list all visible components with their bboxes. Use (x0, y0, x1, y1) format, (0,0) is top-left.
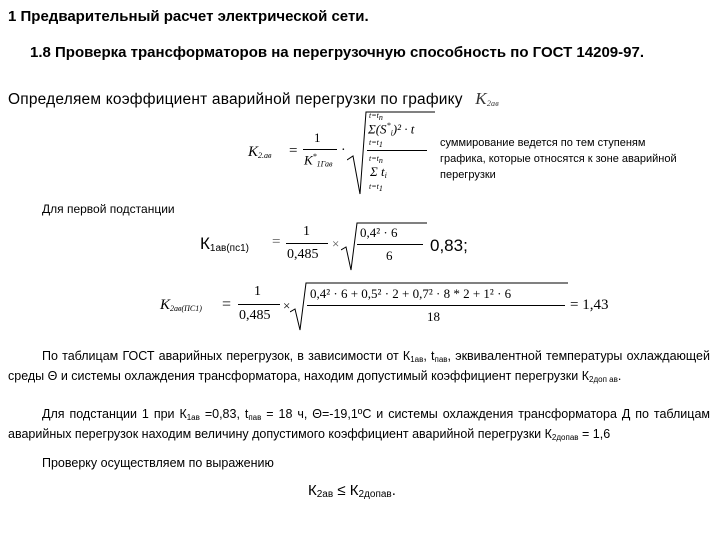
p1-text-3: , эквивалентной температуры охлаждающей среды Θ и системы охлаждения трансформатора, находим допустимый коэффициент перегрузки К (8, 349, 710, 383)
sum-denominator-text: Σ t (370, 164, 385, 179)
sum-numerator-sup: * (386, 121, 391, 130)
formula-k2-lhs (160, 297, 202, 314)
p2-sub-3: 2допав (551, 433, 579, 442)
final-b-sub: 2допав (358, 489, 392, 500)
sum-den-bottom-limit-text: t=t (369, 182, 379, 191)
p2-text-3: = 18 ч, Θ=-19,1ºС и системы охлаждения трансформатора Д по таблицам аварийных перегрузок находим величину допустимого коэффициент аварийной перегрузки К (8, 407, 710, 441)
final-end: . (391, 482, 396, 499)
formula-k1-lhs (200, 234, 249, 254)
sum-bottom-limit-sub: 1 (378, 140, 383, 149)
final-inequality (308, 482, 396, 500)
formula-k2-eq: = (222, 296, 232, 313)
formula-k2 (160, 282, 620, 332)
p2-sub-2: пав (248, 413, 262, 422)
page-title: 1 Предварительный расчет электрической сети. (8, 8, 369, 25)
formula-general-lhs (248, 144, 272, 161)
sum-numerator-tail: )² · t (392, 121, 415, 137)
formula-k2-one: 1 (254, 284, 261, 299)
paragraph-substation-1 (8, 406, 710, 446)
formula-k1-result: 0,83; (430, 236, 468, 255)
p1-text-2: , t (423, 349, 435, 363)
formula-general-one: 1 (314, 130, 321, 145)
check-label: Проверку осуществляем по выражению (42, 456, 274, 470)
p2-text-1: Для подстанции 1 при К (42, 407, 187, 421)
formula-k1-inner-num: 0,4² · 6 (360, 225, 398, 240)
sum-numerator (368, 121, 414, 137)
formula-general-lhs-sub: 2.ав (258, 151, 272, 160)
sum-den-bottom-limit (369, 182, 383, 193)
sum-denominator (370, 164, 387, 180)
formula-general-eq: = (289, 143, 298, 159)
formula-k2-inner-den: 18 (427, 309, 440, 324)
lead-text (8, 89, 499, 109)
sum-den-bottom-limit-sub: 1 (378, 184, 383, 193)
formula-k2-lhs-letter: K (160, 297, 171, 313)
first-substation-label: Для первой подстанции (42, 202, 175, 216)
formula-k2-inner-bar (307, 305, 565, 306)
formula-k1-times: × (332, 236, 340, 251)
formula-k1-lhs-sub: 1ав(пс1) (209, 243, 249, 254)
formula-k1-inner-den: 6 (386, 248, 393, 263)
p1-sub-3: 2доп ав (589, 375, 618, 384)
formula-k1-one: 1 (303, 224, 310, 239)
paragraph-gost-tables (8, 348, 710, 388)
summation-note: суммирование ведется по тем ступеням графика, которые относятся к зоне аварийной перегрузки (440, 137, 677, 181)
formula-k2-times: × (283, 298, 291, 313)
formula-general-times: · (341, 143, 346, 158)
lead-symbol-sub: 2ав (486, 99, 499, 108)
formula-k1-den: 0,485 (287, 247, 319, 262)
formula-k1-inner-bar (357, 244, 423, 245)
formula-general (235, 108, 435, 198)
lead-symbol-letter: K (475, 89, 487, 108)
sum-top-limit-sub: n (378, 113, 383, 122)
lead-symbol (475, 89, 499, 108)
sum-fraction-bar (367, 150, 427, 151)
formula-k1-eq: = (272, 234, 281, 250)
lead-sentence: Определяем коэффициент аварийной перегрузки по графику (8, 91, 463, 108)
final-a: К (308, 482, 317, 499)
formula-general-k-sup: * (312, 152, 317, 161)
formula-k2-result: = 1,43 (570, 297, 609, 313)
final-a-sub: 2ав (316, 489, 334, 500)
sum-top-limit-text: t=t (369, 111, 379, 120)
formula-k2-fraction-bar (238, 304, 280, 305)
formula-k2-den: 0,485 (239, 308, 271, 323)
sum-numerator-sub: i (390, 128, 393, 138)
formula-general-k-letter: K (304, 152, 313, 168)
sum-denominator-sub: i (384, 171, 387, 180)
p1-sub-1: 1ав (410, 355, 424, 364)
sum-den-top-limit-sub: n (378, 156, 383, 165)
p1-text-1: По таблицам ГОСТ аварийных перегрузок, в зависимости от К (42, 349, 411, 363)
sum-bottom-limit (369, 138, 383, 149)
formula-k1-lhs-letter: К (200, 234, 210, 253)
formula-general-lhs-letter: K (248, 144, 259, 160)
p1-text-4: . (617, 369, 622, 383)
formula-general-k-sub: 1Гав (316, 159, 333, 169)
sum-numerator-head: Σ(S (368, 121, 387, 137)
formula-general-k-den (304, 152, 333, 168)
sum-den-top-limit-text: t=t (369, 154, 379, 163)
p2-text-2: =0,83, t (199, 407, 249, 421)
section-title: 1.8 Проверка трансформаторов на перегрузочную способность по ГОСТ 14209-97. (30, 44, 644, 61)
formula-general-fraction-bar (303, 149, 337, 150)
formula-k1 (200, 222, 500, 272)
sum-bottom-limit-text: t=t (369, 138, 379, 147)
formula-k2-lhs-sub: 2ав(ПС1) (170, 304, 202, 313)
p2-text-4: = 1,6 (578, 427, 611, 441)
final-op: ≤ К (333, 482, 359, 499)
formula-k2-inner-num: 0,4² · 6 + 0,5² · 2 + 0,7² · 8 * 2 + 1² · 6 (310, 286, 512, 301)
formula-k1-fraction-bar (286, 243, 328, 244)
p2-sub-1: 1ав (186, 413, 200, 422)
p1-sub-2: пав (434, 355, 448, 364)
